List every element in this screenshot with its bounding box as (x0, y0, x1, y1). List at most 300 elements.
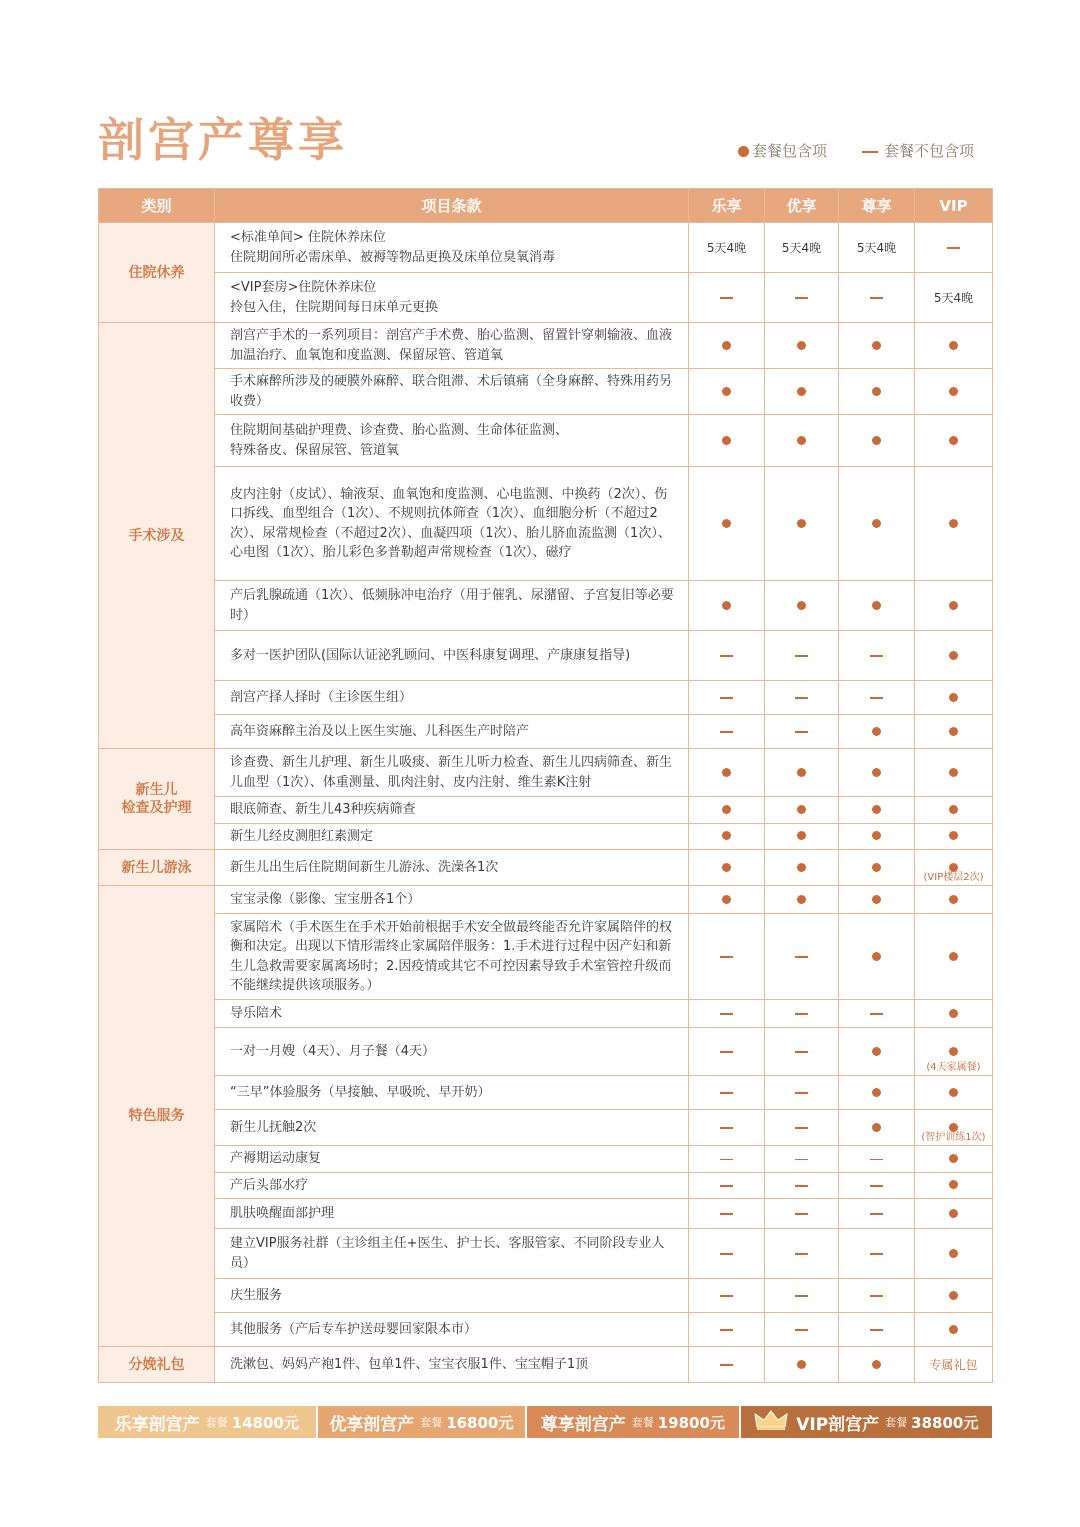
mark-cell (839, 1279, 915, 1313)
mark-cell (689, 1028, 765, 1076)
mark-cell (765, 914, 839, 1000)
mark-cell (689, 749, 765, 797)
mark-cell (915, 797, 993, 824)
item-text: 新生儿出生后住院期间新生儿游泳、洗澡各1次 (215, 850, 689, 886)
package-name: 优享剖宫产 (329, 1414, 415, 1435)
header-p2: 优享 (765, 189, 839, 223)
category-cell: 特色服务 (99, 886, 215, 1347)
dash-icon (870, 1253, 883, 1255)
dot-icon (949, 1180, 958, 1189)
dot-icon (949, 1249, 958, 1258)
item-text: 住院期间基础护理费、诊查费、胎心监测、生命体征监测、 特殊备皮、保留尿管、管道氧 (215, 415, 689, 467)
dot-icon (949, 831, 958, 840)
table-row (99, 223, 993, 273)
package-price: 16800元 (446, 1413, 514, 1432)
table-row (99, 823, 993, 850)
dash-icon (795, 956, 808, 958)
header-p1: 乐享 (689, 189, 765, 223)
mark-cell (839, 1229, 915, 1279)
table-row (99, 1229, 993, 1279)
legend-excluded-label: 套餐不包含项 (884, 142, 975, 160)
mark-cell (765, 715, 839, 749)
mark-cell (839, 369, 915, 415)
dot-icon (797, 863, 806, 872)
package-name: VIP剖宫产 (796, 1414, 880, 1435)
mark-cell (765, 273, 839, 323)
mark-cell (765, 1229, 839, 1279)
dot-icon (872, 952, 881, 961)
item-text: “三早”体验服务（早接触、早吸吮、早开奶） (215, 1076, 689, 1110)
mark-cell (689, 1199, 765, 1229)
table-row (99, 273, 993, 323)
item-text: 导乐陪术 (215, 1000, 689, 1028)
mark-cell (689, 914, 765, 1000)
dot-icon (949, 1123, 958, 1132)
dash-icon (795, 731, 808, 733)
dot-icon (872, 863, 881, 872)
mark-cell (839, 823, 915, 850)
table-row (99, 1076, 993, 1110)
dash-icon (720, 1213, 733, 1215)
mark-cell (915, 415, 993, 467)
dot-icon (949, 1209, 958, 1218)
mark-cell (915, 323, 993, 369)
dash-icon (795, 1185, 808, 1187)
table-row (99, 1279, 993, 1313)
dash-icon (720, 1295, 733, 1297)
dot-icon (872, 1088, 881, 1097)
mark-cell (915, 749, 993, 797)
dot-icon (872, 895, 881, 904)
mark-cell (765, 1313, 839, 1347)
mark-cell (765, 850, 839, 886)
mark-cell (839, 415, 915, 467)
item-text: 眼底筛查、新生儿43种疾病筛查 (215, 797, 689, 824)
table-row (99, 914, 993, 1000)
mark-cell (839, 715, 915, 749)
dot-icon (949, 895, 958, 904)
mark-cell (915, 1199, 993, 1229)
dot-icon (949, 387, 958, 396)
mark-cell (915, 1229, 993, 1279)
mark-cell (915, 223, 993, 273)
mark-cell (839, 797, 915, 824)
mark-cell (839, 323, 915, 369)
item-text: 皮内注射（皮试）、输液泵、血氧饱和度监测、心电监测、中换药（2次）、伤口拆线、血型组合（1次）、不规则抗体筛查（1次）、血细胞分析（不超过2次）、尿常规检查（不超过2次）、血凝四项（1次）、胎儿脐血流监测（1次）、心电图（1次）、胎儿彩色多普勒超声常规检查（1次）、磁疗 (215, 467, 689, 581)
dash-icon (795, 1127, 808, 1129)
mark-cell (689, 715, 765, 749)
mark-cell (689, 850, 765, 886)
mark-cell (839, 1110, 915, 1146)
mark-cell (765, 631, 839, 681)
dot-icon (949, 651, 958, 660)
dash-icon (720, 1185, 733, 1187)
value-text: 5天4晚 (706, 241, 747, 255)
package-vip (741, 1406, 992, 1438)
dot-icon (722, 895, 731, 904)
mark-cell (689, 886, 765, 914)
dot-icon (949, 519, 958, 528)
mark-cell (765, 681, 839, 715)
item-text: 剖宫产手术的一系列项目：剖宫产手术费、胎心监测、留置针穿刺输液、血液加温治疗、血氧饱和度监测、保留尿管、管道氧 (215, 323, 689, 369)
dash-icon (870, 1329, 883, 1331)
dot-icon (722, 341, 731, 350)
mark-cell (839, 1347, 915, 1383)
mark-cell (839, 1000, 915, 1028)
value-text: 专属礼包 (929, 1358, 978, 1372)
item-text: <VIP套房>住院休养床位 拎包入住，住院期间每日床单元更换 (215, 273, 689, 323)
mark-cell (765, 749, 839, 797)
legend-included-label: 套餐包含项 (752, 142, 828, 160)
dash-icon (720, 1159, 733, 1161)
mark-cell (765, 1146, 839, 1173)
header-p4: VIP (915, 189, 993, 223)
dot-icon (949, 952, 958, 961)
mark-cell (839, 886, 915, 914)
category-cell: 分娩礼包 (99, 1347, 215, 1383)
dash-icon (795, 1213, 808, 1215)
item-text: 诊查费、新生儿护理、新生儿吸痰、新生儿听力检查、新生儿四病筛查、新生儿血型（1次）、体重测量、肌肉注射、皮内注射、维生素K注射 (215, 749, 689, 797)
dot-icon (722, 519, 731, 528)
category-cell: 新生儿游泳 (99, 850, 215, 886)
mark-cell (765, 1110, 839, 1146)
mark-cell (689, 1279, 765, 1313)
mark-cell (689, 1110, 765, 1146)
dash-icon (720, 697, 733, 699)
dot-icon (797, 341, 806, 350)
dash-icon (795, 697, 808, 699)
mark-cell (765, 581, 839, 631)
package-price: 19800元 (657, 1413, 725, 1432)
table-row (99, 1199, 993, 1229)
mark-cell (765, 797, 839, 824)
category-cell: 手术涉及 (99, 323, 215, 749)
mark-cell (915, 914, 993, 1000)
mark-cell (765, 467, 839, 581)
table-row (99, 715, 993, 749)
item-text: 产后头部水疗 (215, 1172, 689, 1199)
dash-icon (720, 731, 733, 733)
mark-cell (765, 1199, 839, 1229)
table-header-row (99, 189, 993, 223)
dot-icon (949, 1325, 958, 1334)
item-text: 其他服务（产后专车护送母婴回家限本市） (215, 1313, 689, 1347)
header-p3: 尊享 (839, 189, 915, 223)
mark-cell (689, 1146, 765, 1173)
package-label: 套餐 (205, 1416, 228, 1429)
dash-icon (720, 297, 733, 299)
item-text: 肌肤唤醒面部护理 (215, 1199, 689, 1229)
mark-cell (915, 850, 993, 886)
mark-cell (915, 467, 993, 581)
dash-icon (720, 1013, 733, 1015)
item-text: 新生儿经皮测胆红素测定 (215, 823, 689, 850)
mark-cell (915, 1028, 993, 1076)
mark-cell (689, 273, 765, 323)
table-row (99, 369, 993, 415)
item-text: 新生儿抚触2次 (215, 1110, 689, 1146)
item-text: 庆生服务 (215, 1279, 689, 1313)
dash-icon (870, 655, 883, 657)
package-youxiang (318, 1406, 526, 1438)
dash-icon (720, 655, 733, 657)
dash-icon (870, 1013, 883, 1015)
dash-icon (870, 1213, 883, 1215)
dash-icon (795, 1159, 808, 1161)
mark-cell (915, 1313, 993, 1347)
table-row (99, 850, 993, 886)
table-row (99, 1313, 993, 1347)
dot-icon (722, 387, 731, 396)
mark-cell (839, 1076, 915, 1110)
mark-cell (765, 1000, 839, 1028)
dash-icon (870, 697, 883, 699)
mark-cell (915, 1000, 993, 1028)
dash-icon (862, 151, 878, 153)
mark-cell (765, 886, 839, 914)
dot-icon (872, 768, 881, 777)
dot-icon (949, 1047, 958, 1056)
dot-icon (722, 601, 731, 610)
mark-cell (915, 631, 993, 681)
dot-icon (738, 146, 749, 157)
table-row (99, 1028, 993, 1076)
value-text: 5天4晚 (933, 291, 974, 305)
item-text: 产褥期运动康复 (215, 1146, 689, 1173)
header-category: 类别 (99, 189, 215, 223)
mark-cell (689, 415, 765, 467)
category-cell: 住院休养 (99, 223, 215, 323)
item-text: 宝宝录像（影像、宝宝册各1个） (215, 886, 689, 914)
mark-cell (689, 323, 765, 369)
table-row (99, 1347, 993, 1383)
dash-icon (795, 1295, 808, 1297)
package-price: 38800元 (911, 1413, 979, 1432)
mark-cell (765, 1347, 839, 1383)
dot-icon (872, 601, 881, 610)
package-name: 尊享剖宫产 (540, 1414, 626, 1435)
table-row (99, 749, 993, 797)
table-row (99, 1172, 993, 1199)
dot-icon (797, 1360, 806, 1369)
dot-icon (722, 831, 731, 840)
dash-icon (870, 1295, 883, 1297)
package-label: 套餐 (885, 1416, 908, 1429)
dot-icon (872, 436, 881, 445)
mark-cell (915, 681, 993, 715)
item-text: 手术麻醉所涉及的硬膜外麻醉、联合阻滞、术后镇痛（全身麻醉、特殊用药另收费） (215, 369, 689, 415)
mark-cell (839, 681, 915, 715)
dot-icon (872, 341, 881, 350)
dash-icon (720, 1051, 733, 1053)
dot-icon (797, 895, 806, 904)
table-row (99, 415, 993, 467)
dot-icon (797, 805, 806, 814)
mark-cell (689, 631, 765, 681)
dot-icon (949, 1291, 958, 1300)
package-label: 套餐 (631, 1416, 654, 1429)
mark-cell (689, 369, 765, 415)
page-title: 剖宫产尊享 (98, 113, 348, 167)
mark-cell (839, 1199, 915, 1229)
mark-cell (689, 681, 765, 715)
dash-icon (720, 956, 733, 958)
dash-icon (795, 1253, 808, 1255)
dot-icon (949, 768, 958, 777)
package-lexiang (98, 1406, 316, 1438)
package-zunxiang (527, 1406, 739, 1438)
dot-icon (722, 768, 731, 777)
mark-cell (689, 797, 765, 824)
mark-cell (915, 1347, 993, 1383)
dash-icon (795, 1051, 808, 1053)
item-text: 一对一月嫂（4天）、月子餐（4天） (215, 1028, 689, 1076)
mark-cell (839, 1146, 915, 1173)
mark-cell (915, 1172, 993, 1199)
item-text: 家属陪术（手术医生在手术开始前根据手术安全做最终能否允许家属陪伴的权衡和决定。出现以下情形需终止家属陪伴服务：1.手术进行过程中因产妇和新生儿急救需要家属离场时；2.因疫情或其它不可控因素导致手术室管控升级而不能继续提供该项服务。） (215, 914, 689, 1000)
mark-cell (915, 715, 993, 749)
mark-cell (915, 1279, 993, 1313)
mark-cell (839, 1028, 915, 1076)
mark-cell (689, 223, 765, 273)
mark-cell (915, 369, 993, 415)
dot-icon (949, 805, 958, 814)
value-text: 5天4晚 (781, 241, 822, 255)
mark-cell (689, 1076, 765, 1110)
mark-cell (839, 749, 915, 797)
mark-cell (839, 223, 915, 273)
item-text: 剖宫产择人择时（主诊医生组） (215, 681, 689, 715)
dot-icon (872, 831, 881, 840)
dot-icon (797, 519, 806, 528)
mark-cell (839, 914, 915, 1000)
mark-cell (765, 369, 839, 415)
dash-icon (795, 297, 808, 299)
dash-icon (870, 1185, 883, 1187)
dot-icon (872, 519, 881, 528)
dot-icon (797, 387, 806, 396)
crown-icon (754, 1409, 788, 1435)
dash-icon (795, 1013, 808, 1015)
dash-icon (870, 297, 883, 299)
dot-icon (949, 436, 958, 445)
mark-cell (839, 581, 915, 631)
dash-icon (870, 1159, 883, 1161)
value-text: 5天4晚 (856, 241, 897, 255)
table-row (99, 681, 993, 715)
mark-cell (765, 1028, 839, 1076)
dot-icon (949, 1009, 958, 1018)
dot-icon (949, 601, 958, 610)
mark-cell (765, 223, 839, 273)
dot-icon (872, 727, 881, 736)
package-table (98, 188, 993, 1383)
vip-note: (4天家属餐) (926, 1062, 981, 1073)
table-row (99, 1110, 993, 1146)
mark-cell (689, 581, 765, 631)
item-text: 高年资麻醉主治及以上医生实施、儿科医生产时陪产 (215, 715, 689, 749)
dash-icon (720, 1092, 733, 1094)
dot-icon (949, 1088, 958, 1097)
legend-excluded (862, 140, 974, 161)
mark-cell (839, 850, 915, 886)
dot-icon (722, 863, 731, 872)
table-row (99, 631, 993, 681)
header-item: 项目条款 (215, 189, 689, 223)
mark-cell (839, 273, 915, 323)
item-text: <标准单间> 住院休养床位 住院期间所必需床单、被褥等物品更换及床单位臭氧消毒 (215, 223, 689, 273)
dot-icon (949, 863, 958, 872)
dash-icon (720, 1364, 733, 1366)
item-text: 多对一医护团队(国际认证泌乳顾问、中医科康复调理、产康康复指导) (215, 631, 689, 681)
mark-cell (689, 1172, 765, 1199)
category-cell: 新生儿 检查及护理 (99, 749, 215, 850)
mark-cell (765, 323, 839, 369)
dot-icon (797, 436, 806, 445)
table-row (99, 797, 993, 824)
table-row (99, 1000, 993, 1028)
dot-icon (872, 805, 881, 814)
vip-note: (VIP楼层2次) (923, 872, 984, 883)
mark-cell (689, 1347, 765, 1383)
mark-cell (689, 1313, 765, 1347)
mark-cell (689, 467, 765, 581)
dot-icon (797, 601, 806, 610)
dot-icon (872, 1047, 881, 1056)
dot-icon (949, 341, 958, 350)
mark-cell (915, 581, 993, 631)
item-text: 产后乳腺疏通（1次）、低频脉冲电治疗（用于催乳、尿潴留、子宫复旧等必要时） (215, 581, 689, 631)
mark-cell (765, 1172, 839, 1199)
mark-cell (765, 823, 839, 850)
mark-cell (689, 1000, 765, 1028)
mark-cell (765, 415, 839, 467)
dash-icon (720, 1253, 733, 1255)
table-row (99, 467, 993, 581)
mark-cell (839, 467, 915, 581)
dash-icon (947, 247, 960, 249)
package-label: 套餐 (420, 1416, 443, 1429)
dot-icon (797, 768, 806, 777)
mark-cell (915, 1110, 993, 1146)
package-price: 14800元 (231, 1413, 299, 1432)
table-row (99, 323, 993, 369)
dot-icon (722, 805, 731, 814)
vip-note: (智护训练1次) (921, 1132, 986, 1143)
legend-included (738, 140, 827, 161)
dot-icon (872, 387, 881, 396)
mark-cell (915, 1076, 993, 1110)
mark-cell (915, 823, 993, 850)
dot-icon (949, 693, 958, 702)
dash-icon (795, 1092, 808, 1094)
mark-cell (839, 1172, 915, 1199)
mark-cell (689, 823, 765, 850)
package-name: 乐享剖宫产 (114, 1414, 200, 1435)
mark-cell (915, 1146, 993, 1173)
dash-icon (795, 1329, 808, 1331)
mark-cell (765, 1279, 839, 1313)
dot-icon (949, 727, 958, 736)
dash-icon (795, 655, 808, 657)
dot-icon (722, 436, 731, 445)
dash-icon (720, 1329, 733, 1331)
table-row (99, 1146, 993, 1173)
dot-icon (949, 1154, 958, 1163)
dot-icon (872, 1360, 881, 1369)
mark-cell (839, 1313, 915, 1347)
dot-icon (797, 831, 806, 840)
